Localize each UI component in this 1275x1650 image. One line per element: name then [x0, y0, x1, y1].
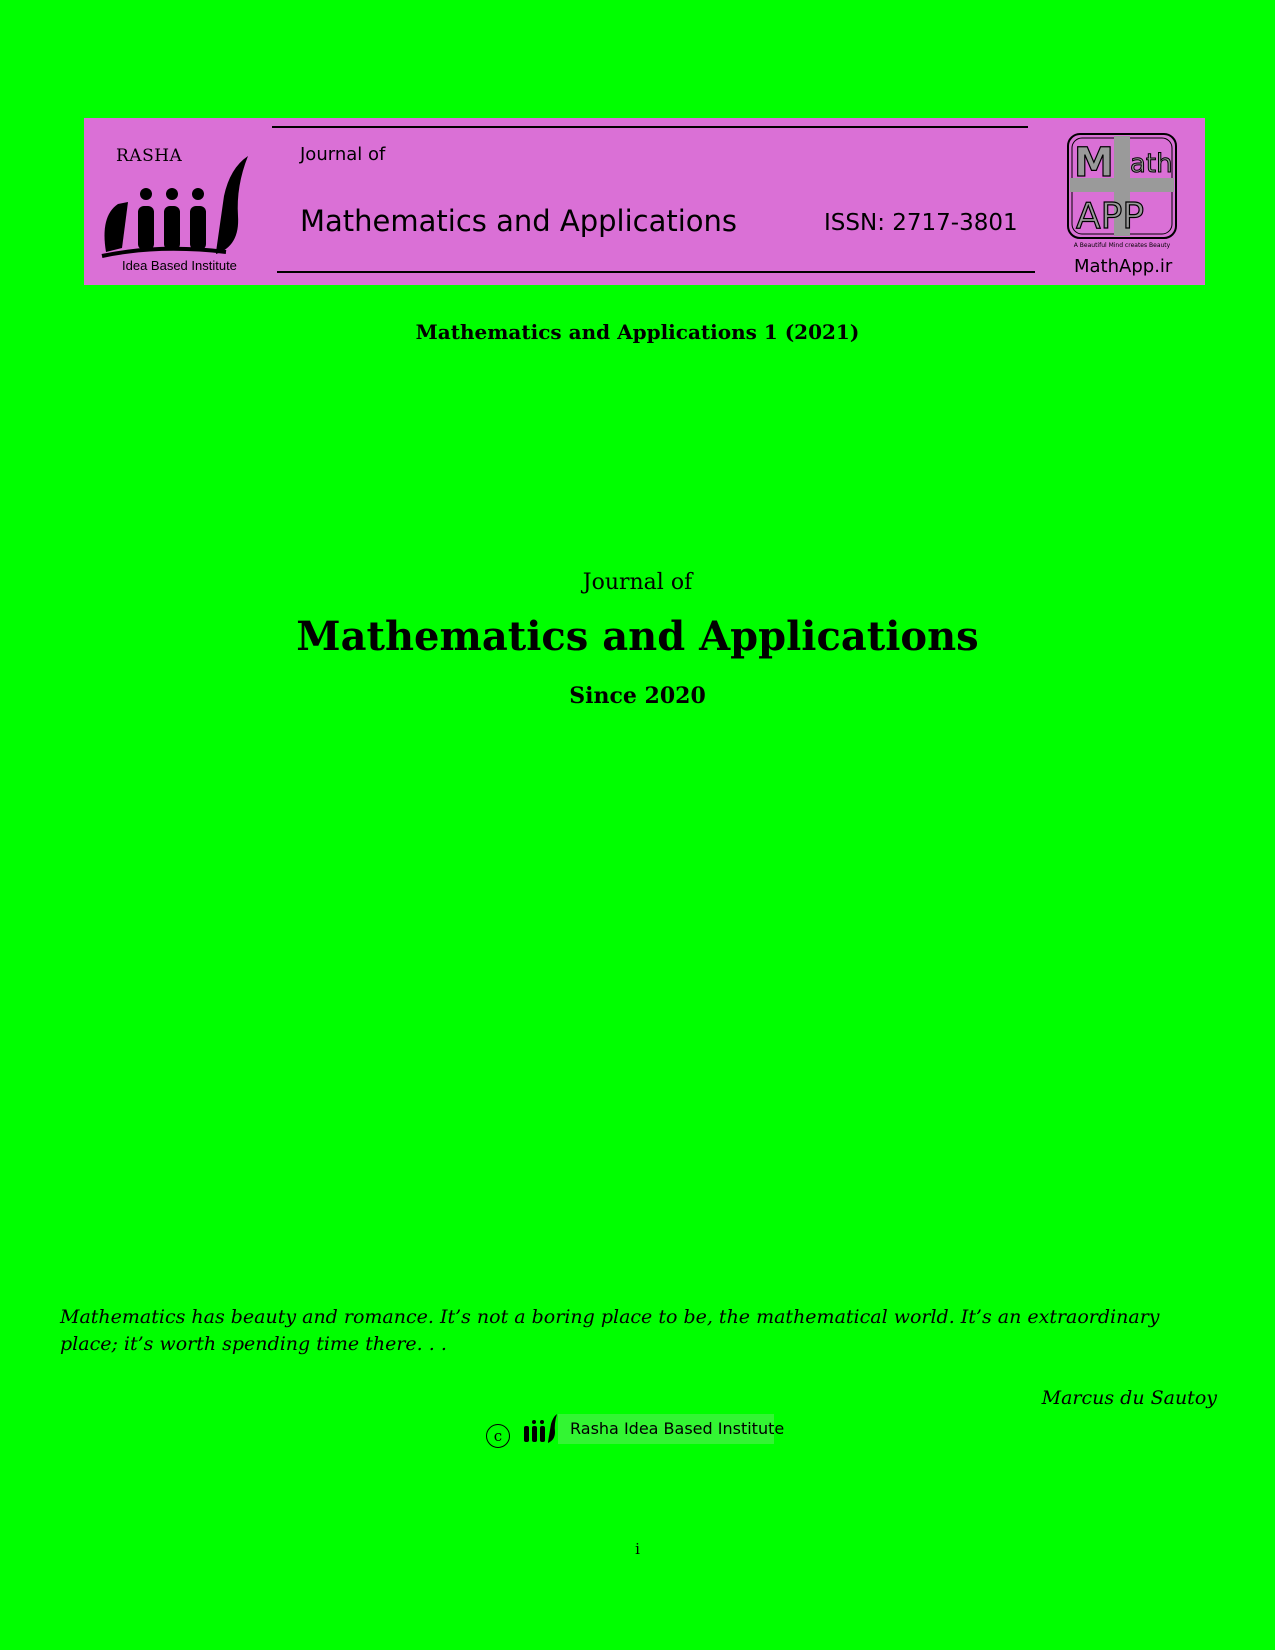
- rasha-logo-word: RASHA: [116, 146, 183, 166]
- header-top-rule: [272, 126, 1028, 128]
- rasha-mini-logo-icon: [522, 1414, 558, 1444]
- center-journal-title: Mathematics and Applications: [296, 613, 979, 660]
- center-journal-of: Journal of: [582, 570, 693, 595]
- mathapp-logo-icon: [1066, 132, 1178, 242]
- header-bottom-rule: [277, 271, 1035, 273]
- copyright-icon: c: [486, 1424, 510, 1448]
- quote-text: Mathematics has beauty and romance. It’s not a boring place to be, the mathematical world. It’s an extraordinary place; it’s worth spending time there. . .: [60, 1306, 1160, 1355]
- mathapp-logo-app: APP: [1076, 196, 1145, 237]
- banner-journal-of: Journal of: [300, 144, 386, 165]
- running-head: Mathematics and Applications 1 (2021): [415, 320, 860, 344]
- center-since: Since 2020: [569, 683, 706, 709]
- mathapp-logo-tagline: A Beautiful Mind creates Beauty: [1073, 242, 1171, 249]
- copyright-line: [486, 1414, 790, 1446]
- quote-author: Marcus du Sautoy: [1041, 1387, 1217, 1409]
- mathapp-logo: [1066, 132, 1178, 249]
- rasha-logo-subtitle: Idea Based Institute: [122, 258, 237, 273]
- copyright-label: Rasha Idea Based Institute: [570, 1419, 785, 1438]
- banner-journal-title: Mathematics and Applications: [300, 204, 738, 238]
- banner-issn: ISSN: 2717-3801: [824, 210, 1018, 236]
- mathapp-logo-m: M: [1074, 140, 1114, 186]
- rasha-logo-mark-icon: [98, 156, 254, 260]
- page-number: i: [635, 1540, 640, 1558]
- banner-site-url[interactable]: MathApp.ir: [1074, 256, 1173, 277]
- mathapp-logo-ath: ath: [1130, 149, 1173, 179]
- rasha-logo: [96, 136, 256, 276]
- journal-header-banner: [84, 118, 1205, 285]
